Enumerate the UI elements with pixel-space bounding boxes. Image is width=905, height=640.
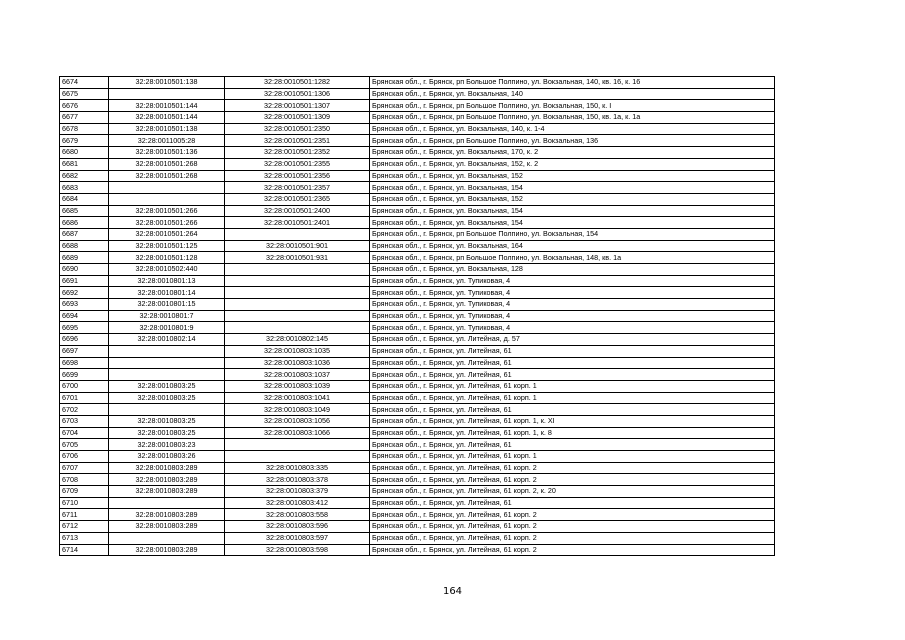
row-number-cell: 6704 [60, 427, 109, 439]
registry-table [59, 76, 775, 556]
address-cell: Брянская обл., г. Брянск, ул. Вокзальная, 128 [370, 264, 775, 276]
object-number-cell: 32:28:0010803:335 [225, 462, 370, 474]
parcel-number-cell: 32:28:0010501:266 [109, 217, 225, 229]
address-cell: Брянская обл., г. Брянск, ул. Вокзальная, 154 [370, 182, 775, 194]
table-row [60, 100, 775, 112]
table-row [60, 427, 775, 439]
parcel-number-cell [109, 345, 225, 357]
table-row [60, 380, 775, 392]
address-cell: Брянская обл., г. Брянск, ул. Литейная, 61 [370, 439, 775, 451]
parcel-number-cell: 32:28:0010801:14 [109, 287, 225, 299]
object-number-cell: 32:28:0010803:1035 [225, 345, 370, 357]
address-cell: Брянская обл., г. Брянск, ул. Вокзальная, 164 [370, 240, 775, 252]
address-cell: Брянская обл., г. Брянск, рп Большое Полпино, ул. Вокзальная, 150, кв. 1а, к. 1а [370, 112, 775, 124]
address-cell: Брянская обл., г. Брянск, ул. Вокзальная, 154 [370, 205, 775, 217]
object-number-cell [225, 299, 370, 311]
table-row [60, 123, 775, 135]
object-number-cell: 32:28:0010803:1056 [225, 415, 370, 427]
object-number-cell: 32:28:0010501:901 [225, 240, 370, 252]
table-row [60, 334, 775, 346]
object-number-cell: 32:28:0010802:145 [225, 334, 370, 346]
address-cell: Брянская обл., г. Брянск, ул. Литейная, 61 корп. 1, к. XI [370, 415, 775, 427]
object-number-cell [225, 264, 370, 276]
row-number-cell: 6701 [60, 392, 109, 404]
table-row [60, 193, 775, 205]
row-number-cell: 6700 [60, 380, 109, 392]
address-cell: Брянская обл., г. Брянск, ул. Вокзальная, 154 [370, 217, 775, 229]
row-number-cell: 6702 [60, 404, 109, 416]
address-cell: Брянская обл., г. Брянск, ул. Литейная, 61 [370, 404, 775, 416]
address-cell: Брянская обл., г. Брянск, ул. Вокзальная, 140, к. 1-4 [370, 123, 775, 135]
address-cell: Брянская обл., г. Брянск, ул. Литейная, 61 корп. 2 [370, 474, 775, 486]
table-row [60, 462, 775, 474]
object-number-cell [225, 310, 370, 322]
table-row [60, 205, 775, 217]
address-cell: Брянская обл., г. Брянск, ул. Вокзальная, 152, к. 2 [370, 158, 775, 170]
address-cell: Брянская обл., г. Брянск, ул. Литейная, 61 корп. 1, к. 8 [370, 427, 775, 439]
parcel-number-cell: 32:28:0010803:289 [109, 544, 225, 556]
table-row [60, 357, 775, 369]
table-row [60, 88, 775, 100]
object-number-cell: 32:28:0010501:2355 [225, 158, 370, 170]
address-cell: Брянская обл., г. Брянск, ул. Литейная, 61 корп. 2, к. 20 [370, 486, 775, 498]
object-number-cell: 32:28:0010501:2350 [225, 123, 370, 135]
address-cell: Брянская обл., г. Брянск, ул. Литейная, 61 корп. 1 [370, 451, 775, 463]
table-row [60, 369, 775, 381]
row-number-cell: 6705 [60, 439, 109, 451]
row-number-cell: 6677 [60, 112, 109, 124]
parcel-number-cell: 32:28:0010803:289 [109, 486, 225, 498]
address-cell: Брянская обл., г. Брянск, ул. Литейная, 61 [370, 497, 775, 509]
row-number-cell: 6683 [60, 182, 109, 194]
object-number-cell: 32:28:0010803:1049 [225, 404, 370, 416]
object-number-cell: 32:28:0010803:598 [225, 544, 370, 556]
address-cell: Брянская обл., г. Брянск, ул. Литейная, 61 [370, 345, 775, 357]
parcel-number-cell: 32:28:0010501:268 [109, 158, 225, 170]
parcel-number-cell: 32:28:0010501:136 [109, 147, 225, 159]
parcel-number-cell: 32:28:0010801:13 [109, 275, 225, 287]
table-row [60, 474, 775, 486]
row-number-cell: 6696 [60, 334, 109, 346]
object-number-cell: 32:28:0010501:1306 [225, 88, 370, 100]
address-cell: Брянская обл., г. Брянск, ул. Вокзальная, 170, к. 2 [370, 147, 775, 159]
row-number-cell: 6709 [60, 486, 109, 498]
object-number-cell: 32:28:0010501:2365 [225, 193, 370, 205]
row-number-cell: 6692 [60, 287, 109, 299]
row-number-cell: 6710 [60, 497, 109, 509]
row-number-cell: 6682 [60, 170, 109, 182]
page-number: 164 [442, 586, 463, 597]
parcel-number-cell: 32:28:0010501:144 [109, 112, 225, 124]
table-row [60, 228, 775, 240]
table-row [60, 77, 775, 89]
row-number-cell: 6681 [60, 158, 109, 170]
row-number-cell: 6690 [60, 264, 109, 276]
parcel-number-cell: 32:28:0010501:128 [109, 252, 225, 264]
parcel-number-cell [109, 88, 225, 100]
object-number-cell [225, 275, 370, 287]
parcel-number-cell: 32:28:0010801:15 [109, 299, 225, 311]
row-number-cell: 6679 [60, 135, 109, 147]
object-number-cell: 32:28:0010501:931 [225, 252, 370, 264]
object-number-cell: 32:28:0010501:2356 [225, 170, 370, 182]
parcel-number-cell: 32:28:0010803:25 [109, 380, 225, 392]
table-row [60, 497, 775, 509]
table-row [60, 322, 775, 334]
address-cell: Брянская обл., г. Брянск, ул. Вокзальная, 152 [370, 193, 775, 205]
parcel-number-cell: 32:28:0010501:138 [109, 77, 225, 89]
parcel-number-cell [109, 532, 225, 544]
object-number-cell: 32:28:0010501:2351 [225, 135, 370, 147]
table-row [60, 240, 775, 252]
object-number-cell: 32:28:0010803:1066 [225, 427, 370, 439]
object-number-cell [225, 439, 370, 451]
address-cell: Брянская обл., г. Брянск, ул. Литейная, 61 корп. 2 [370, 462, 775, 474]
parcel-number-cell: 32:28:0010501:268 [109, 170, 225, 182]
object-number-cell: 32:28:0010803:378 [225, 474, 370, 486]
table-row [60, 544, 775, 556]
row-number-cell: 6695 [60, 322, 109, 334]
parcel-number-cell: 32:28:0011005:28 [109, 135, 225, 147]
address-cell: Брянская обл., г. Брянск, ул. Литейная, д. 57 [370, 334, 775, 346]
table-row [60, 264, 775, 276]
parcel-number-cell: 32:28:0010501:138 [109, 123, 225, 135]
row-number-cell: 6693 [60, 299, 109, 311]
table-row [60, 415, 775, 427]
object-number-cell [225, 322, 370, 334]
parcel-number-cell: 32:28:0010802:14 [109, 334, 225, 346]
table-row [60, 404, 775, 416]
row-number-cell: 6707 [60, 462, 109, 474]
row-number-cell: 6706 [60, 451, 109, 463]
table-row [60, 392, 775, 404]
parcel-number-cell [109, 369, 225, 381]
parcel-number-cell: 32:28:0010803:289 [109, 462, 225, 474]
address-cell: Брянская обл., г. Брянск, ул. Литейная, 61 корп. 1 [370, 392, 775, 404]
address-cell: Брянская обл., г. Брянск, рп Большое Полпино, ул. Вокзальная, 140, кв. 16, к. 16 [370, 77, 775, 89]
parcel-number-cell [109, 497, 225, 509]
object-number-cell: 32:28:0010803:1037 [225, 369, 370, 381]
object-number-cell: 32:28:0010501:1282 [225, 77, 370, 89]
table-row [60, 521, 775, 533]
row-number-cell: 6686 [60, 217, 109, 229]
address-cell: Брянская обл., г. Брянск, ул. Литейная, 61 корп. 2 [370, 509, 775, 521]
parcel-number-cell: 32:28:0010501:125 [109, 240, 225, 252]
address-cell: Брянская обл., г. Брянск, ул. Тупиковая, 4 [370, 287, 775, 299]
parcel-number-cell [109, 404, 225, 416]
table-row [60, 158, 775, 170]
table-row [60, 287, 775, 299]
address-cell: Брянская обл., г. Брянск, ул. Тупиковая, 4 [370, 299, 775, 311]
row-number-cell: 6685 [60, 205, 109, 217]
row-number-cell: 6698 [60, 357, 109, 369]
table-row [60, 439, 775, 451]
table-row [60, 252, 775, 264]
row-number-cell: 6678 [60, 123, 109, 135]
row-number-cell: 6699 [60, 369, 109, 381]
object-number-cell: 32:28:0010803:1039 [225, 380, 370, 392]
table-row [60, 532, 775, 544]
table-row [60, 451, 775, 463]
address-cell: Брянская обл., г. Брянск, ул. Литейная, 61 [370, 369, 775, 381]
object-number-cell [225, 287, 370, 299]
address-cell: Брянская обл., г. Брянск, рп Большое Полпино, ул. Вокзальная, 136 [370, 135, 775, 147]
object-number-cell: 32:28:0010803:597 [225, 532, 370, 544]
parcel-number-cell: 32:28:0010803:25 [109, 427, 225, 439]
row-number-cell: 6688 [60, 240, 109, 252]
row-number-cell: 6697 [60, 345, 109, 357]
address-cell: Брянская обл., г. Брянск, ул. Литейная, 61 корп. 1 [370, 380, 775, 392]
row-number-cell: 6691 [60, 275, 109, 287]
object-number-cell: 32:28:0010501:1309 [225, 112, 370, 124]
object-number-cell: 32:28:0010803:1041 [225, 392, 370, 404]
parcel-number-cell: 32:28:0010803:289 [109, 474, 225, 486]
row-number-cell: 6687 [60, 228, 109, 240]
object-number-cell: 32:28:0010803:412 [225, 497, 370, 509]
table-row [60, 345, 775, 357]
parcel-number-cell: 32:28:0010501:264 [109, 228, 225, 240]
address-cell: Брянская обл., г. Брянск, ул. Вокзальная, 140 [370, 88, 775, 100]
table-row [60, 147, 775, 159]
address-cell: Брянская обл., г. Брянск, ул. Литейная, 61 корп. 2 [370, 544, 775, 556]
row-number-cell: 6689 [60, 252, 109, 264]
row-number-cell: 6711 [60, 509, 109, 521]
parcel-number-cell: 32:28:0010803:26 [109, 451, 225, 463]
object-number-cell: 32:28:0010501:1307 [225, 100, 370, 112]
parcel-number-cell [109, 357, 225, 369]
parcel-number-cell: 32:28:0010803:25 [109, 415, 225, 427]
table-row [60, 509, 775, 521]
table-row [60, 112, 775, 124]
table-row [60, 310, 775, 322]
table-row [60, 299, 775, 311]
parcel-number-cell: 32:28:0010502:440 [109, 264, 225, 276]
address-cell: Брянская обл., г. Брянск, ул. Вокзальная, 152 [370, 170, 775, 182]
object-number-cell: 32:28:0010501:2352 [225, 147, 370, 159]
parcel-number-cell [109, 182, 225, 194]
row-number-cell: 6703 [60, 415, 109, 427]
object-number-cell: 32:28:0010501:2357 [225, 182, 370, 194]
row-number-cell: 6675 [60, 88, 109, 100]
parcel-number-cell: 32:28:0010801:9 [109, 322, 225, 334]
address-cell: Брянская обл., г. Брянск, ул. Литейная, 61 корп. 2 [370, 521, 775, 533]
object-number-cell [225, 451, 370, 463]
table-row [60, 182, 775, 194]
table-row [60, 275, 775, 287]
object-number-cell: 32:28:0010803:1036 [225, 357, 370, 369]
parcel-number-cell: 32:28:0010803:23 [109, 439, 225, 451]
row-number-cell: 6714 [60, 544, 109, 556]
row-number-cell: 6674 [60, 77, 109, 89]
address-cell: Брянская обл., г. Брянск, ул. Тупиковая, 4 [370, 322, 775, 334]
parcel-number-cell: 32:28:0010803:25 [109, 392, 225, 404]
row-number-cell: 6708 [60, 474, 109, 486]
table-row [60, 217, 775, 229]
object-number-cell [225, 228, 370, 240]
table-row [60, 135, 775, 147]
address-cell: Брянская обл., г. Брянск, ул. Литейная, 61 [370, 357, 775, 369]
object-number-cell: 32:28:0010803:596 [225, 521, 370, 533]
parcel-number-cell [109, 193, 225, 205]
address-cell: Брянская обл., г. Брянск, рп Большое Полпино, ул. Вокзальная, 154 [370, 228, 775, 240]
row-number-cell: 6680 [60, 147, 109, 159]
parcel-number-cell: 32:28:0010803:289 [109, 509, 225, 521]
object-number-cell: 32:28:0010501:2401 [225, 217, 370, 229]
object-number-cell: 32:28:0010501:2400 [225, 205, 370, 217]
parcel-number-cell: 32:28:0010501:144 [109, 100, 225, 112]
row-number-cell: 6713 [60, 532, 109, 544]
address-cell: Брянская обл., г. Брянск, ул. Литейная, 61 корп. 2 [370, 532, 775, 544]
row-number-cell: 6694 [60, 310, 109, 322]
registry-table-body [60, 77, 775, 556]
table-row [60, 486, 775, 498]
address-cell: Брянская обл., г. Брянск, рп Большое Полпино, ул. Вокзальная, 148, кв. 1а [370, 252, 775, 264]
address-cell: Брянская обл., г. Брянск, ул. Тупиковая, 4 [370, 275, 775, 287]
parcel-number-cell: 32:28:0010501:266 [109, 205, 225, 217]
row-number-cell: 6676 [60, 100, 109, 112]
parcel-number-cell: 32:28:0010803:289 [109, 521, 225, 533]
object-number-cell: 32:28:0010803:379 [225, 486, 370, 498]
address-cell: Брянская обл., г. Брянск, рп Большое Полпино, ул. Вокзальная, 150, к. I [370, 100, 775, 112]
object-number-cell: 32:28:0010803:558 [225, 509, 370, 521]
row-number-cell: 6712 [60, 521, 109, 533]
address-cell: Брянская обл., г. Брянск, ул. Тупиковая, 4 [370, 310, 775, 322]
table-row [60, 170, 775, 182]
row-number-cell: 6684 [60, 193, 109, 205]
parcel-number-cell: 32:28:0010801:7 [109, 310, 225, 322]
